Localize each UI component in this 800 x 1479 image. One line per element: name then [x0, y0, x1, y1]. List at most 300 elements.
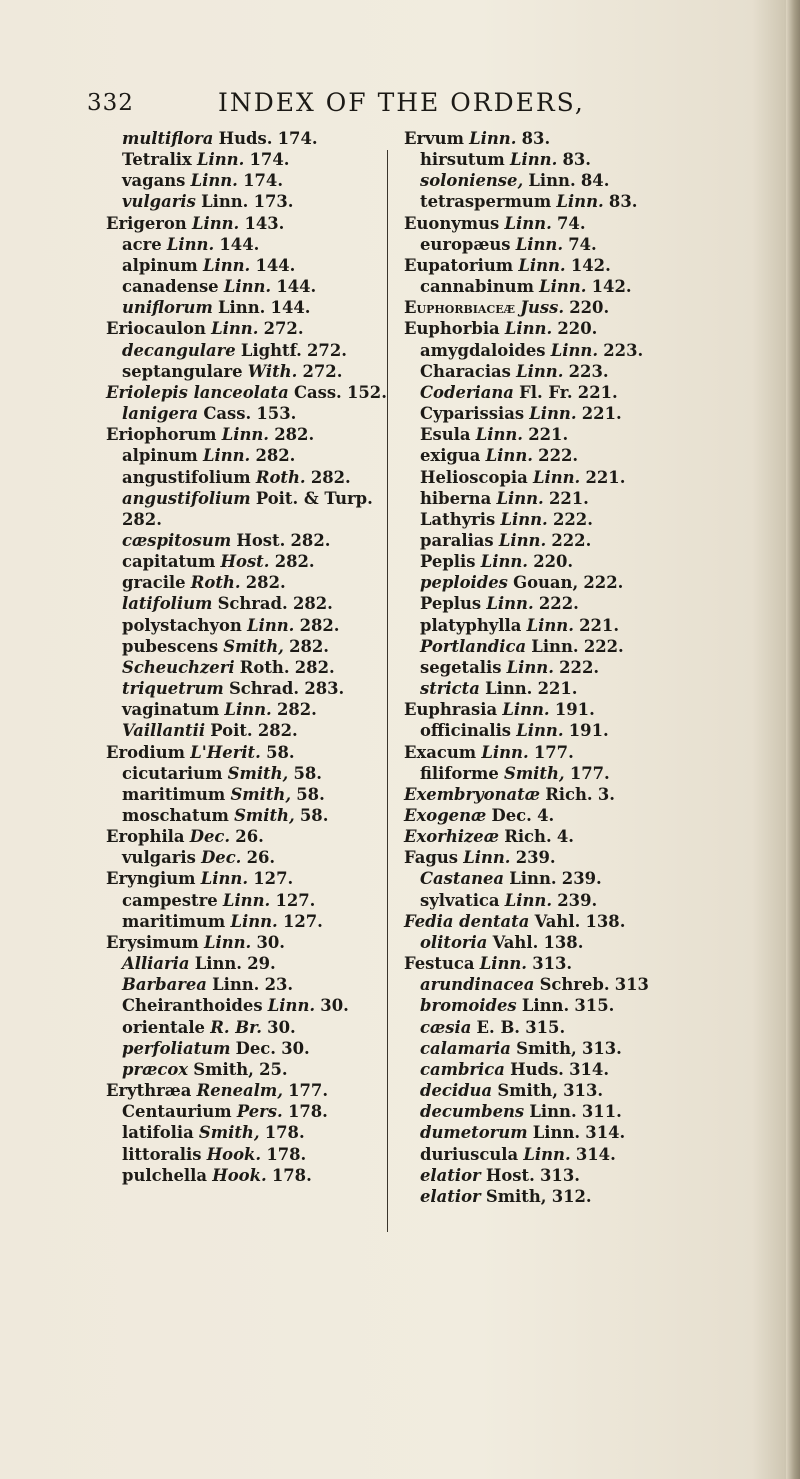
entry-page-ref: 58.	[293, 763, 322, 783]
entry-name: multiflora	[122, 129, 214, 148]
entry-authority: Renealm,	[196, 1081, 283, 1101]
entry-name: vulgaris	[122, 848, 196, 868]
entry-page-ref: 282.	[274, 425, 315, 445]
entry-authority: Linn.	[212, 975, 260, 995]
entry-page-ref: 144.	[270, 298, 311, 318]
entry-authority: Linn.	[463, 848, 511, 868]
index-entry	[404, 911, 734, 932]
entry-name: duriuscula	[420, 1144, 519, 1164]
entry-page-ref: 177.	[288, 1081, 329, 1101]
entry-name: hiberna	[420, 488, 492, 508]
index-subentry	[106, 530, 376, 551]
entry-name: calamaria	[420, 1038, 511, 1058]
entry-name: Exogenæ	[404, 806, 487, 825]
entry-name: olitoria	[420, 932, 488, 952]
entry-authority: Linn.	[532, 467, 581, 487]
entry-authority: Linn.	[529, 1102, 577, 1122]
entry-authority: Linn.	[532, 1123, 581, 1143]
entry-authority: Linn.	[550, 340, 599, 360]
entry-name: alpinum	[122, 446, 198, 466]
entry-authority: Linn.	[222, 890, 271, 910]
entry-name: lanigera	[122, 404, 199, 424]
index-entry	[106, 318, 376, 339]
index-subentry	[106, 1165, 376, 1186]
entry-page-ref: 4.	[556, 827, 574, 847]
running-head-title: INDEX OF THE ORDERS,	[218, 88, 585, 117]
entry-name: Exembryonatæ	[404, 784, 540, 804]
index-subentry	[106, 1038, 376, 1059]
index-subentry	[404, 361, 734, 382]
entry-page-ref: 127.	[282, 911, 323, 931]
entry-name: latifolium	[122, 594, 213, 614]
entry-authority: Linn.	[194, 954, 243, 974]
entry-page-ref: 312.	[551, 1186, 592, 1206]
entry-page-ref: 23.	[264, 975, 294, 995]
entry-authority: Host.	[220, 552, 270, 572]
index-subentry	[106, 467, 376, 488]
column-divider	[387, 150, 388, 1232]
entry-authority: Dec.	[201, 848, 242, 868]
entry-name: Barbarea	[122, 975, 207, 995]
index-subentry	[106, 636, 376, 657]
entry-page-ref: 311.	[581, 1102, 622, 1122]
entry-authority: Schrad.	[217, 594, 288, 614]
entry-page-ref: 142.	[591, 277, 632, 297]
entry-authority: Lightf.	[240, 340, 302, 360]
entry-name: stricta	[420, 679, 480, 699]
entry-page-ref: 152.	[346, 382, 387, 402]
entry-name: perfoliatum	[122, 1038, 231, 1058]
entry-name: Alliaria	[122, 954, 190, 974]
entry-authority: Linn.	[556, 192, 604, 212]
entry-page-ref: 272.	[302, 361, 343, 381]
entry-name: cannabinum	[420, 277, 534, 297]
entry-page-ref: 223.	[568, 361, 609, 381]
entry-name: littoralis	[122, 1144, 202, 1164]
entry-page-ref: 26.	[246, 848, 276, 868]
entry-name: maritimum	[122, 911, 226, 931]
entry-page-ref: 282.	[299, 615, 340, 635]
entry-page-ref: 222.	[559, 657, 600, 677]
entry-authority: Linn.	[190, 171, 238, 191]
entry-page-ref: 138.	[585, 911, 626, 931]
entry-name: platyphylla	[420, 615, 522, 635]
entry-page-ref: 174.	[243, 171, 284, 191]
entry-authority: Pers.	[236, 1102, 283, 1122]
entry-authority: Linn.	[526, 615, 574, 635]
entry-authority: Smith,	[230, 784, 292, 804]
entry-authority: Gouan,	[513, 573, 579, 593]
entry-authority: Smith,	[234, 806, 295, 825]
entry-name: Cheiranthoides	[122, 996, 263, 1016]
entry-authority: Rich.	[504, 827, 552, 847]
entry-page-ref: 313.	[563, 1081, 604, 1101]
entry-page-ref: 3.	[597, 784, 615, 804]
entry-page-ref: 282.	[257, 721, 298, 741]
entry-authority: Linn.	[531, 636, 579, 656]
entry-authority: Linn.	[481, 742, 529, 762]
entry-name: uniflorum	[122, 298, 213, 318]
index-entry	[404, 784, 734, 805]
entry-authority: Smith,	[485, 1186, 547, 1206]
entry-authority: Fl. Fr.	[519, 382, 573, 402]
entry-name: decumbens	[420, 1102, 525, 1122]
entry-authority: Cass.	[203, 404, 252, 424]
entry-name: Erodium	[106, 742, 186, 762]
index-subentry	[106, 572, 376, 593]
entry-authority: Roth.	[255, 467, 306, 487]
entry-authority: Linn.	[469, 129, 517, 148]
index-subentry	[404, 234, 734, 255]
index-subentry	[106, 509, 376, 530]
entry-name: acre	[122, 234, 162, 254]
entry-authority: Linn.	[475, 425, 524, 445]
index-subentry	[106, 297, 376, 318]
index-subentry	[404, 445, 734, 466]
entry-authority: Roth.	[190, 573, 241, 593]
entry-name: Vaillantii	[122, 721, 206, 741]
entry-name: angustifolium	[122, 488, 251, 508]
index-entry	[106, 382, 387, 403]
entry-authority: Host.	[236, 530, 286, 550]
entry-name: triquetrum	[122, 679, 224, 699]
index-entry	[404, 318, 734, 339]
entry-page-ref: 222.	[551, 530, 592, 550]
entry-name: arundinacea	[420, 975, 535, 995]
entry-page-ref: 222.	[552, 509, 593, 529]
entry-name: decangulare	[122, 340, 236, 360]
entry-page-ref: 282.	[310, 467, 351, 487]
index-subentry	[404, 340, 734, 361]
entry-page-ref: 282.	[276, 700, 317, 720]
index-subentry	[404, 488, 734, 509]
entry-authority: Linn.	[223, 277, 272, 297]
page-header	[0, 82, 800, 122]
entry-name: soloniense,	[420, 171, 524, 191]
index-subentry	[106, 890, 376, 911]
entry-name: Portlandica	[420, 636, 527, 656]
entry-page-ref: 58.	[296, 784, 325, 804]
index-subentry	[404, 1017, 734, 1038]
entry-name: dumetorum	[420, 1123, 528, 1143]
index-subentry	[106, 615, 376, 636]
entry-page-ref: 220.	[569, 298, 610, 318]
index-subentry	[106, 847, 376, 868]
entry-authority: Linn.	[267, 996, 316, 1016]
entry-page-ref: 127.	[253, 869, 294, 889]
index-subentry	[404, 1186, 734, 1207]
entry-name: officinalis	[420, 721, 512, 741]
index-column-left	[106, 128, 387, 1186]
index-subentry	[404, 382, 734, 403]
index-subentry	[404, 1080, 734, 1101]
entry-page-ref: 282.	[294, 657, 335, 677]
entry-page-ref: 314.	[575, 1144, 616, 1164]
entry-authority: Dec.	[189, 827, 231, 847]
entry-page-ref: 223.	[603, 340, 644, 360]
entry-name: paralias	[420, 530, 494, 550]
index-subentry	[106, 234, 376, 255]
entry-name: moschatum	[122, 806, 229, 825]
entry-name: Fagus	[404, 848, 458, 868]
entry-name: Cyparissias	[420, 404, 525, 424]
index-subentry	[404, 467, 734, 488]
index-subentry	[106, 340, 376, 361]
index-subentry	[404, 509, 734, 530]
entry-page-ref: 313.	[581, 1038, 622, 1058]
entry-name: europæus	[420, 234, 511, 254]
index-subentry	[404, 1101, 734, 1122]
entry-name: Lathyris	[420, 509, 496, 529]
entry-authority: Linn.	[504, 213, 552, 233]
entry-name: Euphorbiaceæ	[404, 298, 515, 318]
entry-authority: Schreb.	[539, 975, 610, 995]
index-subentry	[404, 636, 734, 657]
entry-authority: Huds.	[218, 129, 273, 148]
index-subentry	[404, 890, 734, 911]
entry-page-ref: 282.	[289, 636, 330, 656]
entry-name: latifolia	[122, 1123, 194, 1143]
entry-page-ref: 282.	[255, 446, 296, 466]
entry-page-ref: 30.	[267, 1017, 296, 1037]
entry-page-ref: 174.	[277, 129, 318, 148]
entry-authority: Huds.	[510, 1059, 564, 1079]
entry-authority: Poit. & Turp.	[255, 488, 373, 508]
entry-authority: R. Br.	[210, 1017, 262, 1037]
entry-name: capitatum	[122, 552, 216, 572]
entry-page-ref: 272.	[263, 319, 304, 339]
entry-name: cicutarium	[122, 763, 223, 783]
index-subentry	[106, 593, 376, 614]
entry-name: Esula	[420, 425, 471, 445]
entry-authority: Linn.	[518, 255, 566, 275]
entry-page-ref: 221.	[579, 615, 620, 635]
entry-name: elatior	[420, 1186, 481, 1206]
entry-page-ref: 239.	[515, 848, 556, 868]
index-entry	[404, 826, 734, 847]
entry-page-ref: 314.	[585, 1123, 626, 1143]
index-entry	[404, 255, 734, 276]
index-subentry	[404, 1144, 734, 1165]
entry-authority: Linn.	[498, 530, 547, 550]
entry-authority: Linn.	[202, 255, 251, 275]
index-entry	[106, 868, 376, 889]
index-subentry	[404, 170, 734, 191]
entry-page-ref: 177.	[533, 742, 574, 762]
entry-authority: Dec.	[491, 806, 532, 825]
index-subentry	[106, 974, 376, 995]
entry-page-ref: 283.	[304, 679, 345, 699]
index-subentry	[106, 678, 376, 699]
entry-page-ref: 221.	[528, 425, 569, 445]
entry-name: Festuca	[404, 954, 475, 974]
index-subentry	[404, 572, 734, 593]
entry-authority: Linn.	[230, 911, 278, 931]
entry-page-ref: 144.	[276, 277, 317, 297]
index-subentry	[106, 657, 376, 678]
index-subentry	[106, 488, 376, 509]
entry-page-ref: 83.	[521, 129, 551, 148]
index-subentry	[106, 403, 376, 424]
entry-page-ref: 282.	[274, 552, 315, 572]
entry-page-ref: 142.	[570, 255, 611, 275]
index-subentry	[404, 1059, 734, 1080]
entry-name: Ervum	[404, 129, 464, 148]
entry-page-ref: 84.	[580, 171, 610, 191]
entry-page-ref: 178.	[287, 1102, 328, 1122]
entry-name: Euphorbia	[404, 319, 500, 339]
index-subentry	[404, 530, 734, 551]
entry-page-ref: 221.	[548, 488, 589, 508]
entry-name: Eriophorum	[106, 425, 217, 445]
entry-name: Helioscopia	[420, 467, 528, 487]
index-subentry	[404, 593, 734, 614]
index-subentry	[106, 1144, 376, 1165]
entry-page-ref: 173.	[253, 192, 294, 212]
entry-page-ref: 26.	[235, 827, 264, 847]
entry-name: decidua	[420, 1081, 493, 1101]
entry-authority: Linn.	[506, 657, 554, 677]
entry-page-ref: 178.	[266, 1144, 307, 1164]
entry-authority: Dec.	[235, 1038, 276, 1058]
entry-page-ref: 83.	[608, 192, 638, 212]
entry-authority: Linn.	[221, 425, 270, 445]
index-subentry	[106, 911, 376, 932]
entry-name: sylvatica	[420, 890, 500, 910]
index-entry	[404, 805, 734, 826]
entry-name: Scheuchzeri	[122, 657, 235, 677]
entry-page-ref: 174.	[249, 150, 290, 170]
entry-page-ref: 220.	[533, 552, 574, 572]
entry-name: Euphrasia	[404, 700, 498, 720]
entry-name: Tetralix	[122, 150, 192, 170]
entry-name: cambrica	[420, 1059, 505, 1079]
entry-name: Coderiana	[420, 382, 514, 402]
entry-authority: With.	[247, 361, 298, 381]
index-subentry	[106, 1059, 376, 1080]
entry-name: vulgaris	[122, 192, 196, 212]
index-subentry	[404, 615, 734, 636]
index-subentry	[404, 424, 734, 445]
entry-authority: Schrad.	[228, 679, 300, 699]
entry-page-ref: 221.	[577, 382, 618, 402]
entry-authority: Linn.	[529, 404, 577, 424]
entry-authority: Smith,	[516, 1038, 577, 1058]
entry-name: alpinum	[122, 255, 198, 275]
entry-page-ref: 191.	[568, 721, 609, 741]
entry-authority: Linn.	[509, 869, 557, 889]
entry-name: angustifolium	[122, 467, 251, 487]
entry-name: Peplis	[420, 552, 476, 572]
entry-name: Erysimum	[106, 932, 199, 952]
entry-name: hirsutum	[420, 150, 505, 170]
entry-page-ref: 314.	[569, 1059, 610, 1079]
entry-page-ref: 177.	[569, 763, 610, 783]
entry-name: Centaurium	[122, 1102, 232, 1122]
entry-page-ref: 221.	[537, 679, 578, 699]
index-entry	[404, 699, 734, 720]
entry-authority: L'Herit.	[190, 742, 261, 762]
entry-name: Characias	[420, 361, 511, 381]
index-subentry	[404, 276, 734, 297]
index-subentry	[404, 657, 734, 678]
entry-name: exigua	[420, 446, 481, 466]
index-entry	[404, 213, 734, 234]
entry-name: Erythræa	[106, 1081, 192, 1101]
entry-page-ref: 178.	[271, 1165, 312, 1185]
entry-authority: Linn.	[521, 996, 570, 1016]
entry-page-ref: 29.	[247, 954, 276, 974]
entry-page-ref: 313	[614, 975, 649, 995]
entry-name: Exacum	[404, 742, 477, 762]
entry-page-ref: 315.	[574, 996, 615, 1016]
index-entry	[106, 424, 376, 445]
entry-authority: Hook.	[206, 1144, 262, 1164]
index-subentry	[404, 868, 734, 889]
entry-name: tetraspermum	[420, 192, 552, 212]
entry-name: Eupatorium	[404, 255, 514, 275]
entry-authority: Linn.	[247, 615, 295, 635]
entry-authority: Linn.	[191, 213, 240, 233]
index-subentry	[106, 1122, 376, 1143]
index-subentry	[404, 551, 734, 572]
entry-page-ref: 282.	[290, 530, 331, 550]
entry-page-ref: 222.	[538, 594, 579, 614]
index-entry	[106, 1080, 376, 1101]
entry-page-ref: 30.	[281, 1038, 310, 1058]
index-subentry	[404, 720, 734, 741]
index-subentry	[106, 191, 376, 212]
entry-authority: Rich.	[545, 784, 593, 804]
entry-name: canadense	[122, 277, 219, 297]
entry-page-ref: 144.	[255, 255, 296, 275]
entry-page-ref: 239.	[557, 890, 598, 910]
entry-page-ref: 272.	[307, 340, 347, 360]
index-subentry	[106, 551, 376, 572]
entry-authority: Linn.	[480, 552, 528, 572]
entry-name: vaginatum	[122, 700, 220, 720]
index-entry	[404, 847, 734, 868]
index-entry	[106, 826, 376, 847]
entry-authority: Smith,	[227, 763, 289, 783]
entry-authority: Linn.	[509, 150, 558, 170]
entry-authority: Linn.	[200, 869, 249, 889]
entry-page-ref: 282.	[292, 594, 333, 614]
entry-page-ref: 221.	[585, 467, 626, 487]
entry-name: orientale	[122, 1017, 205, 1037]
entry-authority: Poit.	[210, 721, 253, 741]
entry-authority: Linn.	[504, 319, 553, 339]
entry-name: Erigeron	[106, 213, 187, 233]
index-column-right	[404, 128, 734, 1207]
index-subentry	[404, 763, 734, 784]
entry-page-ref: 222.	[538, 446, 579, 466]
entry-authority: Linn.	[197, 150, 245, 170]
entry-authority: Linn.	[516, 721, 564, 741]
entry-name: Eriocaulon	[106, 319, 206, 339]
entry-page-ref: 222.	[583, 573, 624, 593]
page-edge-shadow	[786, 0, 800, 1479]
entry-authority: Vahl.	[492, 932, 539, 952]
index-subentry	[106, 995, 376, 1016]
index-subentry	[404, 403, 734, 424]
entry-authority: Smith,	[193, 1059, 254, 1079]
entry-authority: Linn.	[502, 700, 550, 720]
entry-name: septangulare	[122, 361, 243, 381]
entry-page-ref: 74.	[568, 234, 597, 254]
entry-authority: Juss.	[520, 298, 565, 318]
entry-authority: Smith,	[497, 1081, 558, 1101]
